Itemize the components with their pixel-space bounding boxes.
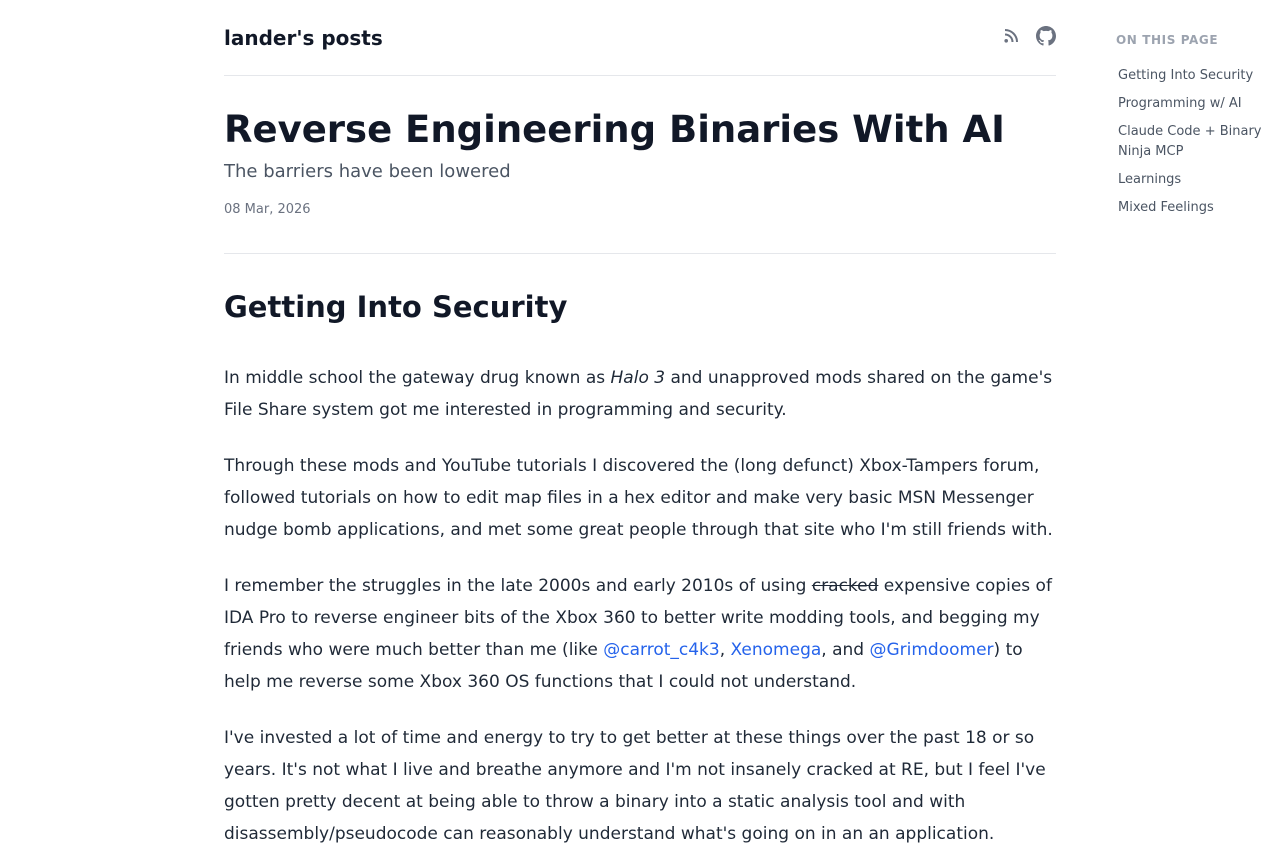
article-body	[224, 254, 1060, 850]
link-grimdoomer[interactable]: @Grimdoomer	[869, 640, 994, 660]
paragraph-4: I've invested a lot of time and energy to try to get better at these things over the past 18 or so years. It's not what I live and breathe anymore and I'm not insanely cracked at RE, but I feel I've gotten pretty decent at being able to throw a binary into a static analysis tool and with disassembly/pseudocode can reasonably understand what's going on in an an application.	[224, 728, 1046, 844]
header-icons	[1004, 26, 1056, 46]
paragraph-text: ) to help me reverse some Xbox 360 OS functions that I could not understand.	[224, 640, 1023, 692]
post-title: Reverse Engineering Binaries With AI	[224, 108, 1005, 151]
separator-text: , and	[821, 640, 870, 660]
paragraph-text: expensive copies of IDA Pro to reverse engineer bits of the Xbox 360 to better write modding tools, and begging my friends who were much better than me (like	[224, 576, 1052, 660]
rss-icon[interactable]	[1004, 29, 1018, 43]
toc-link-programming-with-ai[interactable]: Programming w/ AI	[1118, 96, 1242, 111]
paragraph-text: I remember the struggles in the late 2000s and early 2010s of using	[224, 576, 812, 596]
toc-item	[1118, 66, 1276, 86]
toc-link-getting-into-security[interactable]: Getting Into Security	[1118, 68, 1254, 83]
site-title-link[interactable]: lander's posts	[224, 26, 383, 50]
paragraph-2: Through these mods and YouTube tutorials I discovered the (long defunct) Xbox-Tampers forum, followed tutorials on how to edit map files in a hex editor and make very basic MSN Messenger nudge bomb applications, and met some great people through that site who I'm still friends with.	[224, 456, 1053, 540]
toc-item	[1118, 122, 1276, 162]
post-header	[224, 77, 1056, 254]
toc-item	[1118, 198, 1276, 218]
toc-link-claude-code-binary-ninja[interactable]: Claude Code + Binary Ninja MCP	[1118, 124, 1262, 159]
separator-text: ,	[719, 640, 731, 660]
strikethrough-text: cracked	[811, 576, 879, 596]
github-icon[interactable]	[1036, 26, 1056, 46]
paragraph-text: and unapproved mods shared on the game's File Share system got me interested in programming and security.	[224, 368, 1053, 420]
paragraph-3	[224, 570, 1060, 698]
paragraph-text: In middle school the gateway drug known as	[224, 368, 611, 388]
toc-item	[1118, 94, 1276, 114]
toc-link-mixed-feelings[interactable]: Mixed Feelings	[1118, 200, 1214, 215]
post-date: 08 Mar, 2026	[224, 202, 311, 217]
link-xenomega[interactable]: Xenomega	[730, 640, 822, 660]
paragraph-1	[224, 362, 1060, 426]
toc-link-learnings[interactable]: Learnings	[1118, 172, 1182, 187]
link-carrot-c4k3[interactable]: @carrot_c4k3	[603, 640, 720, 660]
emphasis-text: Halo 3	[610, 368, 666, 388]
toc-list	[1116, 66, 1276, 218]
table-of-contents	[1116, 32, 1276, 226]
toc-item	[1118, 170, 1276, 190]
site-header	[224, 0, 1056, 76]
post-subtitle: The barriers have been lowered	[224, 161, 511, 182]
toc-heading: ON THIS PAGE	[1116, 33, 1219, 47]
section-heading: Getting Into Security	[224, 290, 568, 324]
